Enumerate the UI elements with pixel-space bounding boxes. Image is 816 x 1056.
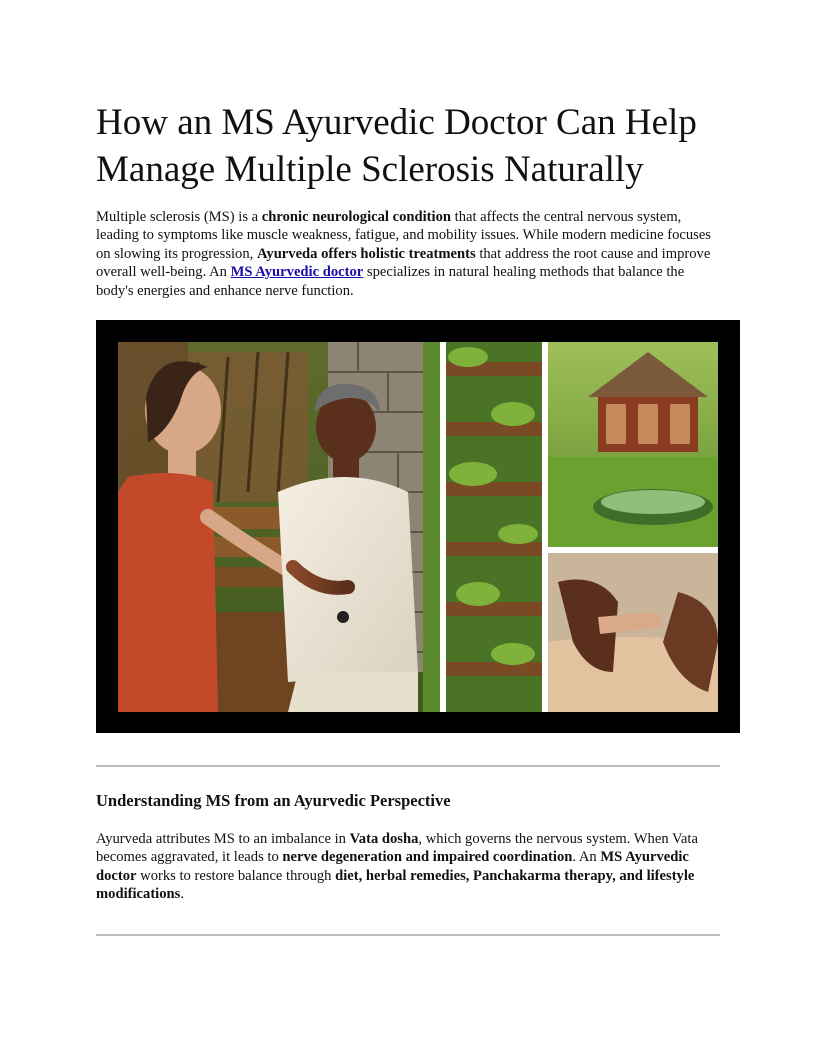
pulse-reading-photo [548, 553, 718, 712]
intro-text-3: that address the root cause and improve overall well-being. An [96, 245, 711, 281]
gazebo-photo [548, 342, 718, 547]
section-bold-1: Vata dosha [349, 831, 419, 847]
section-text-4: works to restore balance through [136, 867, 336, 884]
article-title: How an MS Ayurvedic Doctor Can Help Manage Multiple Sclerosis Naturally [96, 102, 697, 190]
intro-paragraph [96, 208, 714, 300]
section-divider-top [96, 765, 720, 767]
intro-bold-2: Ayurveda offers holistic treatments [256, 245, 476, 262]
intro-bold-1: chronic neurological condition [261, 209, 451, 225]
section-text-1: Ayurveda attributes MS to an imbalance in [96, 831, 350, 847]
section-heading: Understanding MS from an Ayurvedic Perspective [96, 791, 451, 810]
section-bold-3: MS Ayurvedic doctor [96, 849, 689, 884]
photo-collage [118, 342, 718, 712]
section-text-5: . [180, 886, 184, 903]
consultation-photo [118, 342, 440, 712]
intro-text-1: Multiple sclerosis (MS) is a [96, 209, 262, 225]
planters-photo [446, 342, 542, 712]
section-paragraph [96, 830, 720, 904]
section-text-3: . An [572, 849, 601, 866]
ms-ayurvedic-doctor-link[interactable]: MS Ayurvedic doctor [230, 264, 364, 281]
section-bold-4: diet, herbal remedies, Panchakarma therapy, and lifestyle modifications [96, 867, 695, 903]
intro-text-2: that affects the central nervous system, leading to symptoms like muscle weakness, fatigue, and mobility issues. While modern medicine focuses on slowing its progression, [96, 209, 711, 262]
section-text-2: , which governs the nervous system. When Vata becomes aggravated, it leads to [96, 831, 698, 866]
intro-text-4: specializes in natural healing methods that balance the body's energies and enhance nerve function. [96, 264, 685, 299]
section-divider-bottom [96, 934, 720, 936]
section-bold-2: nerve degeneration and impaired coordination [282, 849, 573, 866]
